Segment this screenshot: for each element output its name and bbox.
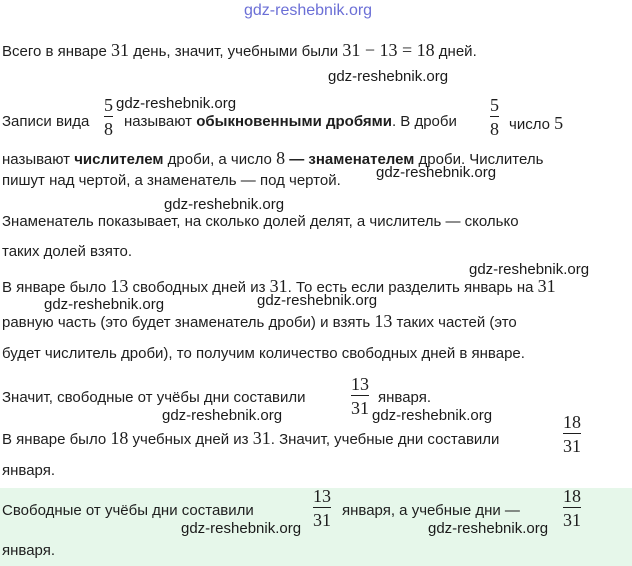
fraction-denominator: 8 <box>104 119 113 139</box>
fraction-5-8-second <box>490 96 499 138</box>
paragraph-free-days-fraction: Значит, свободные от учёбы дни составили <box>2 389 306 406</box>
paragraph-meaning: Знаменатель показывает, на сколько долей делят, а числитель — сколько <box>2 213 519 230</box>
number: 18 <box>110 428 129 448</box>
text: таких долей взято. <box>2 243 133 260</box>
fraction-numerator: 13 <box>351 374 369 394</box>
answer-fraction-13-31 <box>313 487 331 529</box>
fraction-denominator: 31 <box>563 510 581 530</box>
equation: 31 − 13 = 18 <box>342 40 435 60</box>
text: Всего в январе <box>2 43 112 60</box>
fraction-bar <box>563 507 581 508</box>
watermark: gdz-reshebnik.org <box>257 292 378 309</box>
term-ordinary-fractions: обыкновенными дробями <box>196 113 392 130</box>
text <box>2 311 517 332</box>
text: будет числитель дроби), то получим количество свободных дней в январе. <box>2 345 525 362</box>
number: 31 <box>269 276 288 296</box>
number: 13 <box>110 276 129 296</box>
text: . В дроби <box>391 113 457 130</box>
text: дроби. Числитель <box>414 151 544 168</box>
text: называют <box>124 113 197 130</box>
answer-text: января, а учебные дни — <box>342 502 520 519</box>
watermark: gdz-reshebnik.org <box>372 407 493 424</box>
watermark: gdz-reshebnik.org <box>181 520 302 537</box>
number: 8 <box>276 148 286 168</box>
text: учебных дней из <box>128 431 253 448</box>
text: таких частей (это <box>392 314 517 331</box>
fraction-18-31 <box>563 413 581 455</box>
text: . То есть если разделить январь на <box>287 279 538 296</box>
fraction-13-31 <box>351 375 369 417</box>
number: 31 <box>537 276 556 296</box>
dash: — <box>285 151 309 168</box>
paragraph-fractions-definition <box>124 113 457 130</box>
answer-text: Свободные от учёбы дни составили <box>2 502 254 519</box>
text: января. <box>2 462 56 479</box>
watermark: gdz-reshebnik.org <box>116 95 237 112</box>
text <box>509 113 563 134</box>
text: равную часть (это будет знаменатель дроби) и взять <box>2 314 375 331</box>
text: . Значит, учебные дни составили <box>270 431 500 448</box>
fraction-denominator: 8 <box>490 119 499 139</box>
watermark: gdz-reshebnik.org <box>328 68 449 85</box>
fraction-bar <box>490 116 499 117</box>
watermark: gdz-reshebnik.org <box>162 407 283 424</box>
fraction-bar <box>563 433 581 434</box>
fraction-denominator: 31 <box>313 510 331 530</box>
watermark: gdz-reshebnik.org <box>44 296 165 313</box>
text: января. <box>378 389 432 406</box>
text: пишут над чертой, а знаменатель — под чертой. <box>2 172 341 189</box>
term-denominator: знаменателем <box>308 151 415 168</box>
number: 13 <box>374 311 393 331</box>
watermark-top: gdz-reshebnik.org <box>244 2 373 19</box>
text: Записи вида <box>2 113 90 130</box>
fraction-denominator: 31 <box>351 398 369 418</box>
text: число <box>509 116 555 133</box>
fraction-bar <box>351 395 369 396</box>
watermark: gdz-reshebnik.org <box>469 261 590 278</box>
fraction-numerator: 13 <box>313 486 331 506</box>
paragraph-days-count <box>2 40 477 61</box>
fraction-bar <box>313 507 331 508</box>
watermark: gdz-reshebnik.org <box>428 520 549 537</box>
text: дроби, а число <box>163 151 277 168</box>
fraction-denominator: 31 <box>563 436 581 456</box>
fraction-numerator: 18 <box>563 412 581 432</box>
number: 31 <box>111 40 130 60</box>
text: называют <box>2 151 75 168</box>
fraction-numerator: 5 <box>490 95 499 115</box>
answer-text: января. <box>2 542 56 559</box>
fraction-5-8 <box>104 96 113 138</box>
paragraph-study-days <box>2 428 499 449</box>
text: дней. <box>434 43 477 60</box>
number: 31 <box>252 428 271 448</box>
text: свободных дней из <box>128 279 270 296</box>
text: В январе было <box>2 279 111 296</box>
text: день, значит, учебными были <box>129 43 343 60</box>
answer-fraction-18-31 <box>563 487 581 529</box>
number: 5 <box>554 113 564 133</box>
fraction-numerator: 5 <box>104 95 113 115</box>
text: В январе было <box>2 431 111 448</box>
term-numerator: числителем <box>74 151 164 168</box>
fraction-bar <box>104 116 113 117</box>
watermark: gdz-reshebnik.org <box>376 164 497 181</box>
watermark: gdz-reshebnik.org <box>164 196 285 213</box>
fraction-numerator: 18 <box>563 486 581 506</box>
